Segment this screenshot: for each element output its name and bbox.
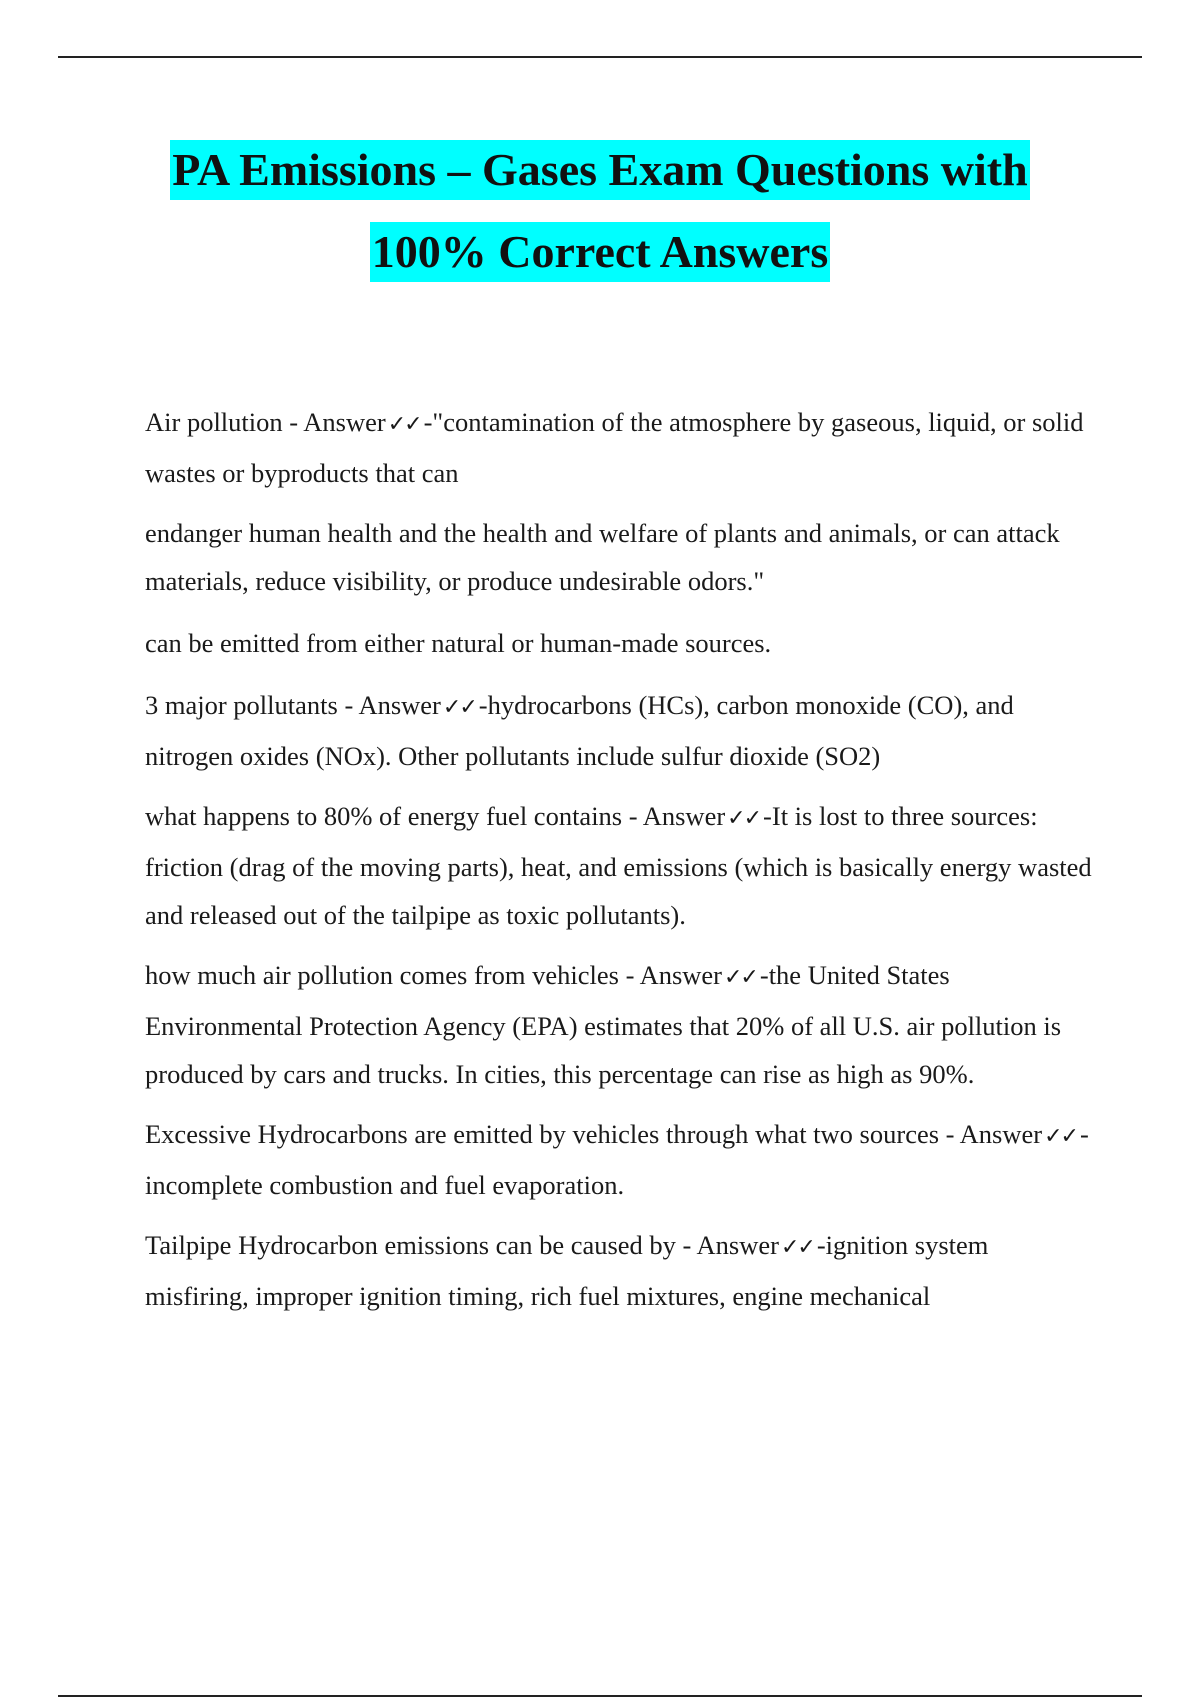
qa-item-vehicle-pollution [145, 951, 1095, 1098]
top-rule [58, 56, 1142, 58]
answer-label: Answer [642, 801, 726, 831]
qa-item-tailpipe-hydrocarbons [145, 1221, 1095, 1320]
question-text: what happens to 80% of energy fuel contains - [145, 801, 643, 831]
double-check-icon: ✓✓ [780, 1235, 814, 1260]
answer-label: Answer [696, 1230, 779, 1260]
answer-text: -hydrocarbons (HCs), carbon monoxide (CO), and nitrogen oxides (NOx). Other pollutants include sulfur dioxide (SO2) [145, 690, 1014, 771]
double-check-icon: ✓✓ [442, 695, 476, 720]
qa-item-air-pollution [145, 398, 1095, 497]
double-check-icon: ✓✓ [387, 412, 421, 437]
paragraph-continuation: endanger human health and the health and welfare of plants and animals, or can attack materials, reduce visibility, or produce undesirable odors." [145, 518, 1060, 596]
answer-text: -It is lost to three sources: friction (drag of the moving parts), heat, and emissions (which is basically energy wasted and released out of the tailpipe as toxic pollutants). [145, 801, 1092, 930]
answer-label: Answer [639, 960, 722, 990]
qa-item-energy-loss [145, 792, 1095, 939]
bottom-rule [58, 1695, 1142, 1697]
qa-item-hydrocarbon-sources [145, 1110, 1095, 1209]
answer-text: -"contamination of the atmosphere by gaseous, liquid, or solid wastes or byproducts that can [145, 407, 1084, 488]
question-text: Excessive Hydrocarbons are emitted by vehicles through what two sources - [145, 1119, 960, 1149]
answer-label: Answer [358, 690, 441, 720]
title-line-2: 100% Correct Answers [370, 222, 831, 282]
answer-label: Answer [959, 1119, 1043, 1149]
title-line-1: PA Emissions – Gases Exam Questions with [170, 140, 1029, 200]
paragraph-sources: can be emitted from either natural or human-made sources. [145, 628, 772, 658]
document-title [60, 140, 1140, 304]
answer-text: -incomplete combustion and fuel evaporation. [145, 1119, 1089, 1200]
question-text: Tailpipe Hydrocarbon emissions can be caused by - [145, 1230, 697, 1260]
qa-item-major-pollutants [145, 681, 1095, 780]
double-check-icon: ✓✓ [724, 965, 757, 990]
answer-label: Answer [303, 407, 386, 437]
double-check-icon: ✓✓ [727, 806, 761, 831]
answer-text: -the United States Environmental Protection Agency (EPA) estimates that 20% of all U.S. air pollution is produced by cars and trucks. In cities, this percentage can rise as high as 90%. [145, 960, 1062, 1089]
question-text: Air pollution - [145, 407, 304, 437]
question-text: how much air pollution comes from vehicles - [145, 960, 640, 990]
question-text: 3 major pollutants - [145, 690, 359, 720]
double-check-icon: ✓✓ [1044, 1124, 1077, 1149]
qa-content [145, 398, 1095, 1320]
answer-text: -ignition system misfiring, improper ignition timing, rich fuel mixtures, engine mechanical [145, 1230, 989, 1311]
